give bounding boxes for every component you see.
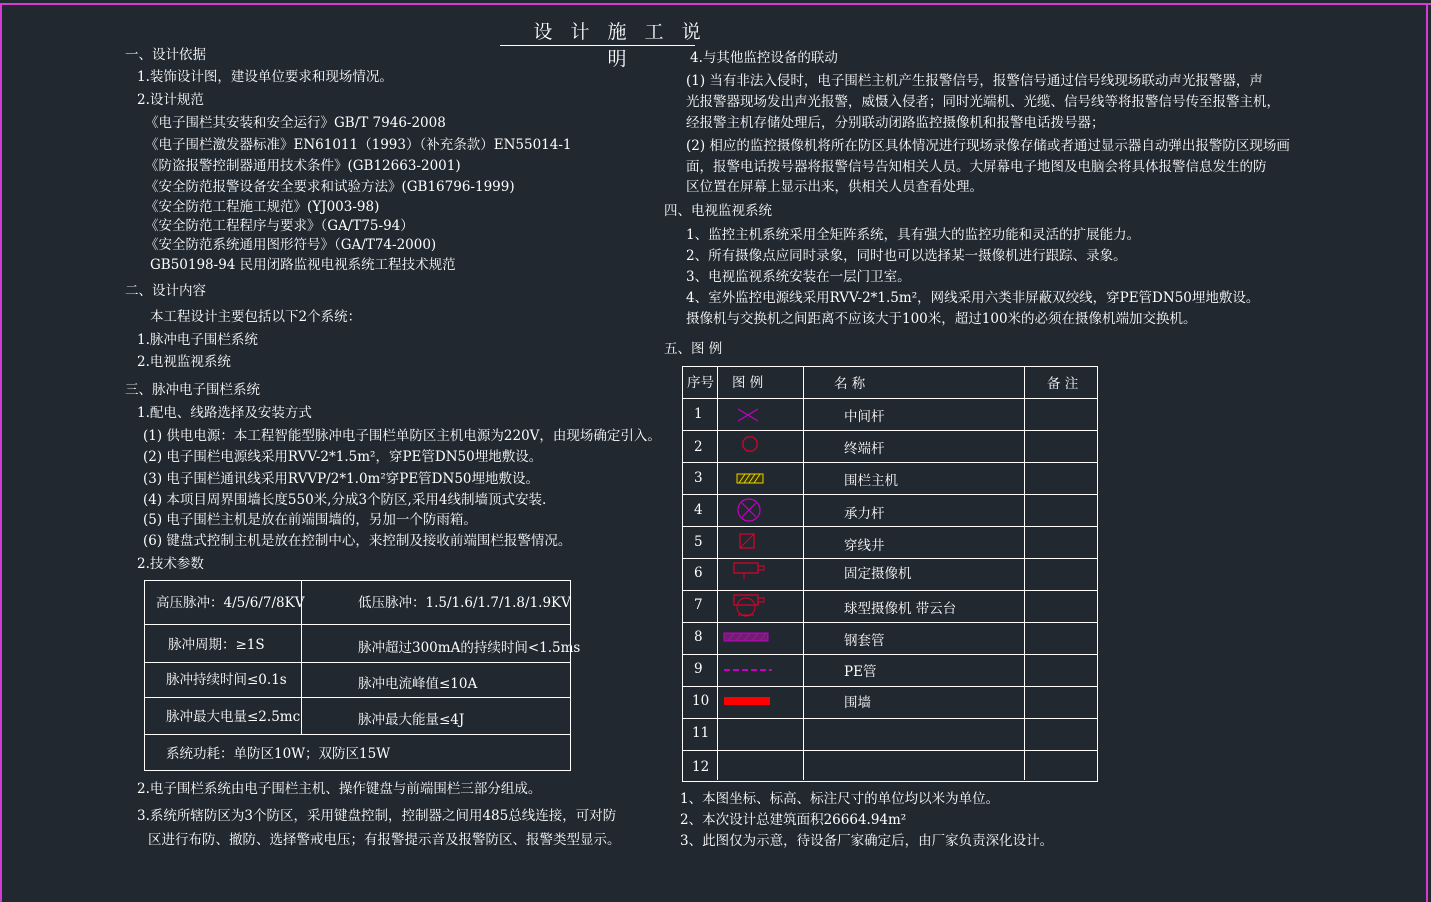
- text-line: 2.设计规范: [137, 92, 204, 108]
- text-line: (1) 供电电源：本工程智能型脉冲电子围栏单防区主机电源为220V，由现场确定引入。: [143, 428, 661, 444]
- note-line: 3、此图仅为示意，待设备厂家确定后，由厂家负责深化设计。: [680, 833, 1054, 849]
- text-line: 2.电子围栏系统由电子围栏主机、操作键盘与前端围栏三部分组成。: [137, 781, 542, 797]
- legend-row-name: PE管: [844, 664, 877, 680]
- steel-pipe-icon: [724, 633, 768, 641]
- legend-row-no: 7: [694, 597, 703, 613]
- cross-icon: [738, 409, 758, 421]
- legend-row-name: 穿线井: [844, 538, 885, 554]
- standard-line: 《安全防范系统通用图形符号》（GA/T74-2000): [145, 237, 437, 253]
- legend-header-name: 名 称: [834, 376, 866, 392]
- note-line: 1、本图坐标、标高、标注尺寸的单位均以米为单位。: [680, 791, 1000, 807]
- standard-line: 《安全防范报警设备安全要求和试验方法》(GB16796-1999): [145, 179, 515, 195]
- section-heading-legend: 五、图 例: [664, 341, 723, 357]
- legend-row-name: 球型摄像机 带云台: [844, 601, 957, 617]
- text-line: (3) 电子围栏通讯线采用RVVP/2*1.0m²穿PE管DN50埋地敷设。: [143, 471, 540, 487]
- legend-row-no: 2: [694, 439, 703, 455]
- legend-row-name: 围栏主机: [844, 473, 898, 489]
- text-line: 4.与其他监控设备的联动: [690, 50, 838, 66]
- text-line: 3.系统所辖防区为3个防区，采用键盘控制，控制器之间用485总线连接，可对防: [137, 808, 617, 824]
- text-line: (2) 电子围栏电源线采用RVV-2*1.5m²，穿PE管DN50埋地敷设。: [143, 449, 543, 465]
- wall-bar-icon: [724, 697, 770, 705]
- param-cell: 脉冲最大能量≤4J: [358, 712, 465, 728]
- legend-row-no: 6: [694, 565, 703, 581]
- legend-row-no: 1: [694, 406, 703, 422]
- drawing-frame-right: [1426, 3, 1428, 902]
- table-rule: [144, 734, 570, 735]
- param-cell: 系统功耗：单防区10W；双防区15W: [166, 746, 391, 762]
- param-cell: 脉冲电流峰值≤10A: [358, 676, 478, 692]
- legend-header-no: 序号: [687, 375, 714, 391]
- standard-line: 《防盗报警控制器通用技术条件》(GB12663-2001): [145, 158, 461, 174]
- table-rule: [144, 662, 570, 663]
- param-cell: 高压脉冲：4/5/6/7/8KV: [156, 595, 305, 611]
- param-cell: 脉冲持续时间≤0.1s: [166, 672, 287, 688]
- legend-row-name: 终端杆: [844, 441, 885, 457]
- legend-header-symbol: 图 例: [732, 375, 764, 391]
- circle-cross-icon: [738, 499, 760, 521]
- param-cell: 脉冲最大电量≤2.5mc: [166, 709, 301, 725]
- table-rule: [144, 697, 570, 698]
- legend-header-remark: 备 注: [1047, 376, 1079, 392]
- legend-row-name: 钢套管: [844, 633, 885, 649]
- text-line: 摄像机与交换机之间距离不应该大于100米，超过100米的必须在摄像机端加交换机。: [686, 311, 1197, 327]
- square-icon: [740, 534, 754, 548]
- legend-row-name: 围墙: [844, 695, 871, 711]
- text-line: 面，报警电话拨号器将报警信号告知相关人员。大屏幕电子地图及电脑会将具体报警信息发生的防: [686, 159, 1267, 175]
- text-line: 1.配电、线路选择及安装方式: [137, 405, 312, 421]
- standard-line: 《安全防范工程程序与要求》（GA/T75-94）: [145, 218, 414, 234]
- text-line: 3、电视监视系统安装在一层门卫室。: [686, 269, 911, 285]
- text-line: 区位置在屏幕上显示出来，供相关人员查看处理。: [686, 179, 983, 195]
- section-heading-basis: 一、设计依据: [125, 47, 206, 63]
- octagon-icon: [743, 437, 757, 451]
- text-line: (5) 电子围栏主机是放在前端围墙的，另加一个防雨箱。: [143, 512, 477, 528]
- text-line: 经报警主机存储处理后，分别联动闭路监控摄像机和报警电话拨号器；: [686, 115, 1105, 131]
- standard-line: 《电子围栏其安装和安全运行》GB/T 7946-2008: [145, 115, 446, 131]
- legend-row-no: 10: [692, 693, 710, 709]
- text-line: 2、所有摄像点应同时录象，同时也可以选择某一摄像机进行跟踪、录象。: [686, 248, 1127, 264]
- legend-row-no: 3: [694, 470, 703, 486]
- text-line: 2.技术参数: [137, 556, 204, 572]
- legend-row-name: 中间杆: [844, 409, 885, 425]
- standard-line: 《电子围栏激发器标准》EN61011（1993）（补充条款）EN55014-1: [145, 137, 572, 153]
- legend-row-no: 5: [694, 534, 703, 550]
- text-line: (4) 本项目周界围墙长度550米,分成3个防区,采用4线制墙顶式安装.: [143, 492, 547, 508]
- legend-row-no: 12: [692, 759, 710, 775]
- legend-row-name: 承力杆: [844, 506, 885, 522]
- note-line: 2、本次设计总建筑面积26664.94m²: [680, 812, 907, 828]
- standard-line: 《安全防范工程施工规范》(YJ003-98): [145, 199, 380, 215]
- text-line: 2.电视监视系统: [137, 354, 231, 370]
- section-heading-cctv: 四、电视监视系统: [664, 203, 772, 219]
- text-line: (1) 当有非法入侵时，电子围栏主机产生报警信号，报警信号通过信号线现场联动声光报警器，声: [686, 73, 1263, 89]
- page-title: 设 计 施 工 说 明: [533, 21, 707, 70]
- legend-row-no: 11: [692, 725, 710, 741]
- legend-symbols: [718, 399, 803, 782]
- section-heading-content: 二、设计内容: [125, 283, 206, 299]
- legend-row-no: 9: [694, 661, 703, 677]
- text-line: 4、室外监控电源线采用RVV-2*1.5m²，网线采用六类非屏蔽双绞线，穿PE管DN50埋地敷设。: [686, 290, 1260, 306]
- hatched-box-icon: [737, 474, 763, 483]
- text-line: 光报警器现场发出声光报警，威慑入侵者；同时光端机、光缆、信号线等将报警信号传至报警主机，: [686, 94, 1280, 110]
- text-line: 本工程设计主要包括以下2个系统：: [150, 309, 362, 325]
- legend-row-no: 8: [694, 629, 703, 645]
- legend-row-no: 4: [694, 502, 703, 518]
- title-underline: [500, 45, 695, 46]
- standard-line: GB50198-94 民用闭路监视电视系统工程技术规范: [150, 257, 456, 273]
- drawing-frame-left: [0, 3, 2, 902]
- drawing-frame-top: [0, 3, 1431, 5]
- section-heading-fence: 三、脉冲电子围栏系统: [125, 382, 260, 398]
- table-rule: [144, 624, 570, 625]
- dome-camera-icon: [734, 595, 764, 616]
- param-cell: 脉冲超过300mA的持续时间<1.5ms: [358, 640, 581, 656]
- text-line: 1.脉冲电子围栏系统: [137, 332, 258, 348]
- text-line: (6) 键盘式控制主机是放在控制中心，来控制及接收前端围栏报警情况。: [143, 533, 572, 549]
- text-line: 1、监控主机系统采用全矩阵系统，具有强大的监控功能和灵活的扩展能力。: [686, 227, 1141, 243]
- text-line: 1.装饰设计图，建设单位要求和现场情况。: [137, 69, 393, 85]
- text-line: 区进行布防、撤防、选择警戒电压；有报警提示音及报警防区、报警类型显示。: [148, 832, 621, 848]
- param-cell: 脉冲周期：≥1S: [168, 637, 265, 653]
- text-line: (2) 相应的监控摄像机将所在防区具体情况进行现场录像存储或者通过显示器自动弹出报警防区现场画: [686, 138, 1290, 154]
- fixed-camera-icon: [734, 563, 764, 579]
- param-cell: 低压脉冲：1.5/1.6/1.7/1.8/1.9KV: [358, 595, 571, 611]
- legend-row-name: 固定摄像机: [844, 566, 912, 582]
